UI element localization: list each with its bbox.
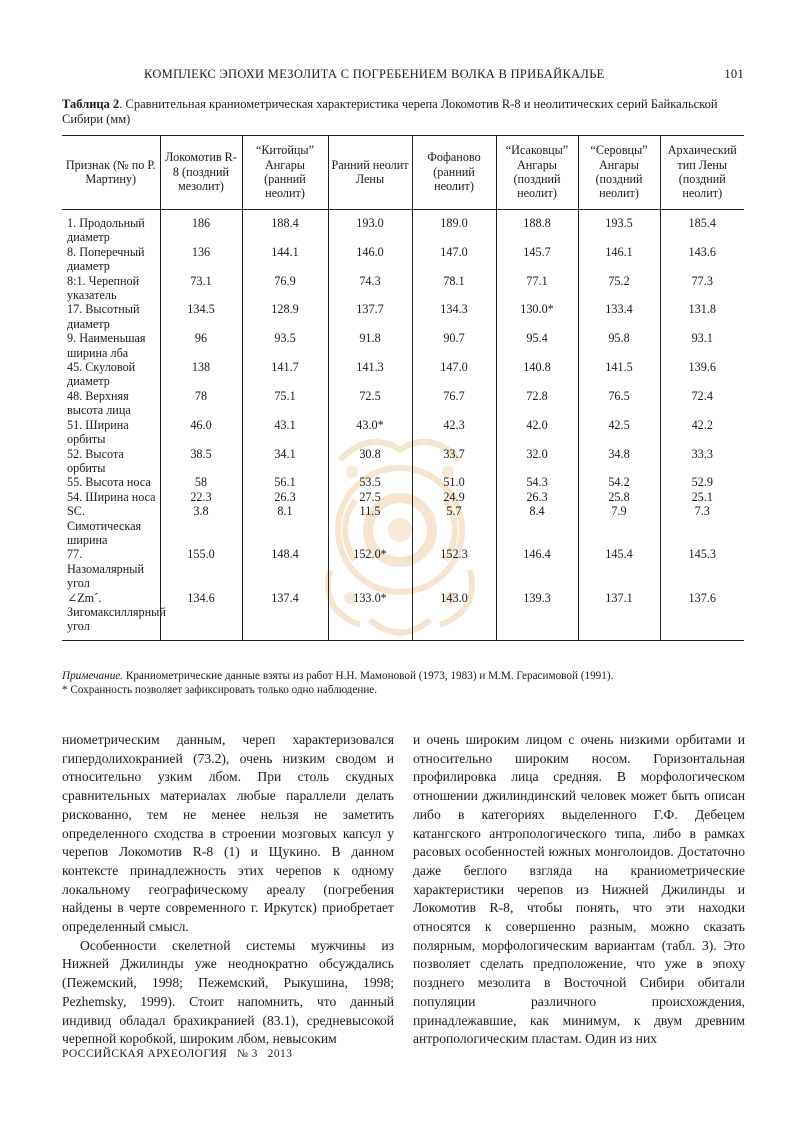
table-cell: 143.0 xyxy=(412,591,496,641)
table-cell: 51.0 xyxy=(412,475,496,489)
row-label: 8. Поперечный диаметр xyxy=(67,244,145,274)
table-cell: 155.0 xyxy=(160,547,242,590)
column-header: “Серовцы” Ангары (поздний неолит) xyxy=(578,136,660,210)
table-row xyxy=(62,331,744,360)
table-cell: 134.6 xyxy=(160,591,242,641)
table-row xyxy=(62,389,744,418)
table-cell: 34.8 xyxy=(578,447,660,476)
paragraph: и очень широким лицом с очень низкими орбитами и относительно широким носом. Горизонтальная профилировка лица средняя. В морфологическом отношении джилиндинский человек может быть описан либо в категориях выделенного Г.Ф. Дебецем катангского антропологического типа, либо в рамках расовых особенностей южных монголоидов. Достаточно даже беглого взгляда на краниометрические характеристики черепов из Нижней Джилинды и Локомотив R-8, чтобы понять, что эти находки относятся к совершенно разным, можно сказать полярным, морфологическим вариантам (табл. 3). Это позволяет сделать предположение, что уже в эпоху позднего мезолита в Восточной Сибири обитали популяции различного происхождения, принадлежавшие, как минимум, к двум древним антропологическим пластам. Один из них xyxy=(413,732,745,1047)
table-row xyxy=(62,490,744,504)
table-cell: 145.4 xyxy=(578,547,660,590)
table-cell: 188.4 xyxy=(242,210,328,245)
table-cell: 95.8 xyxy=(578,331,660,360)
table-caption xyxy=(62,97,746,127)
table-cell: 96 xyxy=(160,331,242,360)
table-cell: 46.0 xyxy=(160,418,242,447)
table-cell: 130.0* xyxy=(496,302,578,331)
table-row xyxy=(62,210,744,245)
table-cell: 152.0* xyxy=(328,547,412,590)
table-cell: 7.9 xyxy=(578,504,660,547)
table-cell: 42.3 xyxy=(412,418,496,447)
table-cell: 145.3 xyxy=(660,547,744,590)
table-row xyxy=(62,475,744,489)
table-notes xyxy=(62,669,746,697)
table-cell: 42.2 xyxy=(660,418,744,447)
table-cell: 76.7 xyxy=(412,389,496,418)
row-label: 45. Скуловой диаметр xyxy=(67,360,136,389)
row-label: 55. Высота носа xyxy=(67,475,151,490)
column-header: “Китойцы” Ангары (ранний неолит) xyxy=(242,136,328,210)
table-cell: 33.3 xyxy=(660,447,744,476)
table-cell: 193.5 xyxy=(578,210,660,245)
page-number: 101 xyxy=(724,67,744,81)
row-label: 48. Верхняя высота лица xyxy=(67,388,131,418)
table-cell: 90.7 xyxy=(412,331,496,360)
table-cell: 25.1 xyxy=(660,490,744,504)
paragraph: Особенности скелетной системы мужчины из Нижней Джилинды уже неоднократно обсуждались (Пежемский, 1998; Пежемский, Рыкушина, 1998; Pezhemsky, 1999). Стоит напомнить, что данный индивид обладал брахикранией (83.1), средневысокой черепной коробкой, широким лбом, невысоким xyxy=(62,937,394,1047)
table-cell: 186 xyxy=(160,210,242,245)
table-cell: 147.0 xyxy=(412,360,496,389)
issue-number: № 3 xyxy=(237,1048,258,1060)
table-row xyxy=(62,245,744,274)
table-cell: 78.1 xyxy=(412,274,496,303)
table-row xyxy=(62,274,744,303)
table-cell: 133.0* xyxy=(328,591,412,641)
table-cell: 32.0 xyxy=(496,447,578,476)
row-label: 17. Высотный диаметр xyxy=(67,302,140,331)
table-cell: 8.4 xyxy=(496,504,578,547)
table-cell: 147.0 xyxy=(412,245,496,274)
table-row xyxy=(62,447,744,476)
table-row xyxy=(62,360,744,389)
table-cell: 78 xyxy=(160,389,242,418)
table-row xyxy=(62,302,744,331)
table-cell: 134.3 xyxy=(412,302,496,331)
table-cell: 77.3 xyxy=(660,274,744,303)
note-text: Краниометрические данные взяты из работ Н.Н. Мамоновой (1973, 1983) и М.М. Герасимовой (1991). xyxy=(123,670,614,682)
table-cell: 189.0 xyxy=(412,210,496,245)
table-cell: 76.9 xyxy=(242,274,328,303)
table-cell: 54.3 xyxy=(496,475,578,489)
table-row xyxy=(62,418,744,447)
table-cell: 56.1 xyxy=(242,475,328,489)
table-cell: 146.1 xyxy=(578,245,660,274)
row-label: 9. Наименьшая ширина лба xyxy=(67,331,146,360)
table-cell: 139.3 xyxy=(496,591,578,641)
column-header: Локомотив R-8 (поздний мезолит) xyxy=(160,136,242,210)
table-cell: 53.5 xyxy=(328,475,412,489)
journal-name: РОССИЙСКАЯ АРХЕОЛОГИЯ xyxy=(62,1048,228,1060)
table-cell: 141.7 xyxy=(242,360,328,389)
table-cell: 72.8 xyxy=(496,389,578,418)
table-cell: 34.1 xyxy=(242,447,328,476)
table-cell: 139.6 xyxy=(660,360,744,389)
table-cell: 5.7 xyxy=(412,504,496,547)
table-cell: 33.7 xyxy=(412,447,496,476)
column-header: Ранний неолит Лены xyxy=(328,136,412,210)
table-cell: 43.0* xyxy=(328,418,412,447)
table-cell: 133.4 xyxy=(578,302,660,331)
table-cell: 52.9 xyxy=(660,475,744,489)
table-label: Таблица 2 xyxy=(62,97,120,111)
table-cell: 42.5 xyxy=(578,418,660,447)
column-header: “Исаковцы” Ангары (поздний неолит) xyxy=(496,136,578,210)
row-label: ∠Zm´. Зигомаксиллярный угол xyxy=(62,591,160,641)
row-label: SC. Симотическая ширина xyxy=(67,504,142,547)
table-cell: 145.7 xyxy=(496,245,578,274)
table-cell: 25.8 xyxy=(578,490,660,504)
table-cell: 193.0 xyxy=(328,210,412,245)
table-cell: 76.5 xyxy=(578,389,660,418)
table-footnote: * Сохранность позволяет зафиксировать только одно наблюдение. xyxy=(62,684,378,696)
table-cell: 152.3 xyxy=(412,547,496,590)
table-cell: 22.3 xyxy=(160,490,242,504)
table-cell: 143.6 xyxy=(660,245,744,274)
table-cell: 141.3 xyxy=(328,360,412,389)
table-cell: 93.5 xyxy=(242,331,328,360)
table-cell: 136 xyxy=(160,245,242,274)
table-cell: 140.8 xyxy=(496,360,578,389)
table-cell: 75.1 xyxy=(242,389,328,418)
table-cell: 185.4 xyxy=(660,210,744,245)
column-header: Фофаново (ранний неолит) xyxy=(412,136,496,210)
table-cell: 146.4 xyxy=(496,547,578,590)
table-cell: 3.8 xyxy=(160,504,242,547)
table-cell: 137.7 xyxy=(328,302,412,331)
table-cell: 137.6 xyxy=(660,591,744,641)
table-cell: 95.4 xyxy=(496,331,578,360)
table-cell: 188.8 xyxy=(496,210,578,245)
table-cell: 54.2 xyxy=(578,475,660,489)
table-cell: 131.8 xyxy=(660,302,744,331)
table-cell: 26.3 xyxy=(242,490,328,504)
column-header: Признак (№ по Р. Мартину) xyxy=(62,136,160,210)
table-cell: 137.4 xyxy=(242,591,328,641)
table-cell: 58 xyxy=(160,475,242,489)
table-caption-text: . Сравнительная краниометрическая характеристика черепа Локомотив R-8 и неолитических серий Байкальской Сибири (мм) xyxy=(62,97,718,126)
table-cell: 72.5 xyxy=(328,389,412,418)
row-label: 1. Продольный диаметр xyxy=(67,216,145,245)
table-cell: 148.4 xyxy=(242,547,328,590)
note-label: Примечание. xyxy=(62,670,124,682)
table-cell: 30.8 xyxy=(328,447,412,476)
table-cell: 7.3 xyxy=(660,504,744,547)
table-cell: 93.1 xyxy=(660,331,744,360)
table-cell: 38.5 xyxy=(160,447,242,476)
left-text-column xyxy=(62,731,394,1049)
row-label: 8:1. Черепной указатель xyxy=(67,273,140,303)
table-cell: 141.5 xyxy=(578,360,660,389)
craniometric-table xyxy=(62,135,744,641)
row-label: 77. Назомалярный угол xyxy=(67,547,144,591)
publication-year: 2013 xyxy=(267,1048,293,1060)
table-header-row xyxy=(62,136,744,210)
table-cell: 27.5 xyxy=(328,490,412,504)
table-body xyxy=(62,210,744,641)
table-cell: 43.1 xyxy=(242,418,328,447)
row-label: 52. Высота орбиты xyxy=(67,446,124,475)
table-cell: 24.9 xyxy=(412,490,496,504)
paragraph: ниометрическим данным, череп характеризовался гипердолихокранией (73.2), очень низким сводом и относительно узким лбом. При столь скудных сравнительных материалах любые параллели делать рискованно, тем не менее нельзя не заметить определенного сходства в строении мозговых капсул у черепов Локомотив R-8 (1) и Щукино. В данном контексте принадлежность этих черепов к одному локальному географическому ареалу (погребения найдены в черте современного г. Иркутск) приобретает определенный смысл. xyxy=(62,732,394,935)
table-cell: 11.5 xyxy=(328,504,412,547)
table-cell: 74.3 xyxy=(328,274,412,303)
table-cell: 134.5 xyxy=(160,302,242,331)
table-cell: 42.0 xyxy=(496,418,578,447)
column-header: Архаический тип Лены (поздний неолит) xyxy=(660,136,744,210)
right-text-column xyxy=(413,731,745,1049)
table-cell: 146.0 xyxy=(328,245,412,274)
table-cell: 72.4 xyxy=(660,389,744,418)
running-title: КОМПЛЕКС ЭПОХИ МЕЗОЛИТА С ПОГРЕБЕНИЕМ ВОЛКА В ПРИБАЙКАЛЬЕ xyxy=(144,67,605,81)
table-cell: 75.2 xyxy=(578,274,660,303)
table-cell: 77.1 xyxy=(496,274,578,303)
table-cell: 73.1 xyxy=(160,274,242,303)
table-row xyxy=(62,591,744,641)
page-footer xyxy=(62,1048,292,1060)
table-row xyxy=(62,547,744,590)
row-label: 51. Ширина орбиты xyxy=(67,417,129,447)
row-label: 54. Ширина носа xyxy=(67,489,156,504)
table-cell: 137.1 xyxy=(578,591,660,641)
table-note xyxy=(62,669,746,683)
table-cell: 26.3 xyxy=(496,490,578,504)
table-row xyxy=(62,504,744,547)
table-cell: 144.1 xyxy=(242,245,328,274)
table-cell: 138 xyxy=(160,360,242,389)
table-cell: 91.8 xyxy=(328,331,412,360)
table-cell: 8.1 xyxy=(242,504,328,547)
table-cell: 128.9 xyxy=(242,302,328,331)
